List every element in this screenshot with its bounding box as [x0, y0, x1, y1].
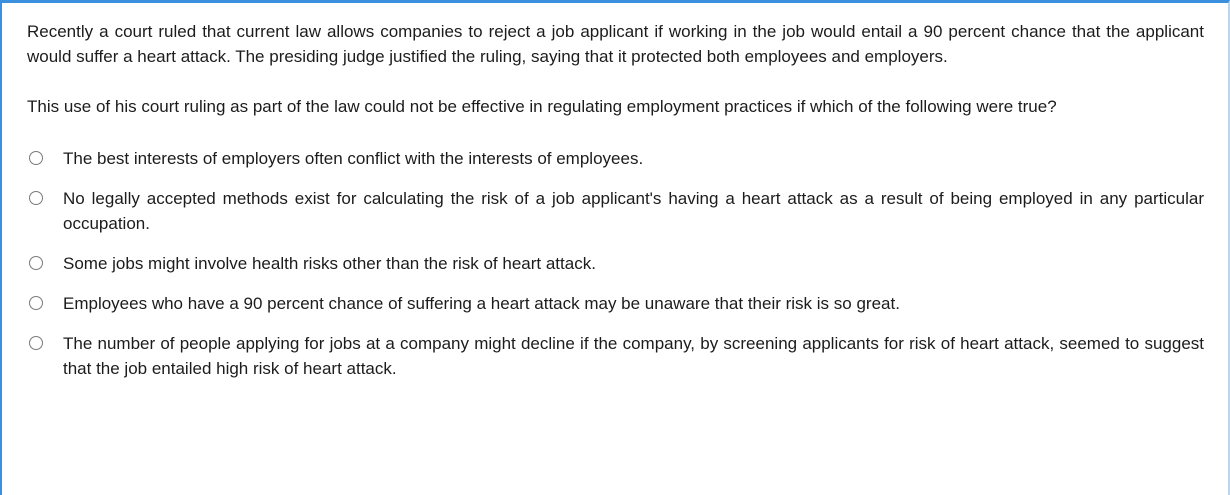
passage-text: Recently a court ruled that current law allows companies to reject a job applicant if working in the job would entail a 90 percent chance that the applicant would suffer a heart attack. The presiding judge justified the ruling, saying that it protected both employees and employers.: [27, 22, 1204, 66]
answer-option-a[interactable]: [27, 146, 1204, 171]
answer-option-b[interactable]: [27, 186, 1204, 236]
answer-option-label: Employees who have a 90 percent chance of suffering a heart attack may be unaware that their risk is so great.: [63, 294, 900, 313]
answer-option-e[interactable]: [27, 331, 1204, 381]
answer-option-d[interactable]: [27, 291, 1204, 316]
answer-option-c[interactable]: [27, 251, 1204, 276]
radio-button-c[interactable]: [29, 256, 43, 270]
radio-button-b[interactable]: [29, 191, 43, 205]
radio-button-e[interactable]: [29, 336, 43, 350]
radio-button-a[interactable]: [29, 151, 43, 165]
answer-option-label: No legally accepted methods exist for calculating the risk of a job applicant's having a heart attack as a result of being employed in any particular occupation.: [63, 189, 1204, 233]
answer-option-label: Some jobs might involve health risks other than the risk of heart attack.: [63, 254, 596, 273]
answer-option-label: The best interests of employers often conflict with the interests of employees.: [63, 149, 644, 168]
answer-options: [27, 146, 1204, 381]
answer-option-label: The number of people applying for jobs at a company might decline if the company, by screening applicants for risk of heart attack, seemed to suggest that the job entailed high risk of heart attack.: [63, 334, 1204, 378]
question-stem: This use of his court ruling as part of the law could not be effective in regulating employment practices if which of the following were true?: [27, 97, 1057, 116]
question-content: [27, 19, 1204, 396]
radio-button-d[interactable]: [29, 296, 43, 310]
